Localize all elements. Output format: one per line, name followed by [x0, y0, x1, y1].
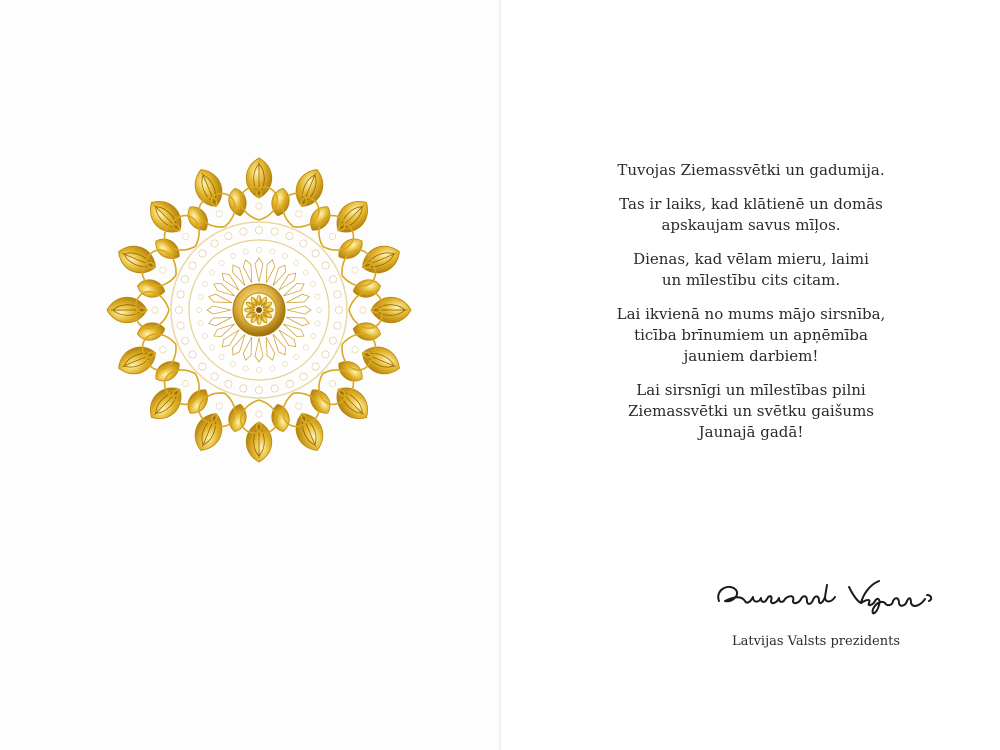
greeting-line: Dienas, kad vēlam mieru, laimi	[633, 250, 869, 268]
greeting-paragraph-2	[571, 194, 931, 236]
greeting-line: ticība brīnumiem un apņēmība	[634, 326, 868, 344]
greeting-line: Tas ir laiks, kad klātienē un domās	[619, 195, 883, 213]
greeting-line: apskaujam savus mīļos.	[661, 216, 841, 234]
gold-filigree-ornament	[94, 150, 424, 470]
greeting-line: un mīlestību cits citam.	[661, 271, 841, 289]
greeting-line: jauniem darbiem!	[683, 347, 819, 365]
greeting-paragraph-1	[571, 160, 931, 181]
card-front-panel	[0, 0, 499, 750]
greeting-line: Tuvojas Ziemassvētki un gadumija.	[617, 161, 885, 179]
greeting-paragraph-3	[571, 249, 931, 291]
greeting-text	[571, 160, 931, 456]
greeting-line: Lai sirsnīgi un mīlestības pilni	[636, 381, 866, 399]
signature-caption: Latvijas Valsts prezidents	[731, 634, 901, 649]
greeting-paragraph-4	[571, 304, 931, 367]
greeting-line: Ziemassvētki un svētku gaišums	[628, 402, 874, 420]
card-inside-panel	[501, 0, 1000, 750]
greeting-paragraph-5	[571, 380, 931, 443]
greeting-line: Jaunajā gadā!	[698, 423, 804, 441]
handwritten-signature	[711, 565, 946, 625]
greeting-line: Lai ikvienā no mums mājo sirsnība,	[616, 305, 886, 323]
